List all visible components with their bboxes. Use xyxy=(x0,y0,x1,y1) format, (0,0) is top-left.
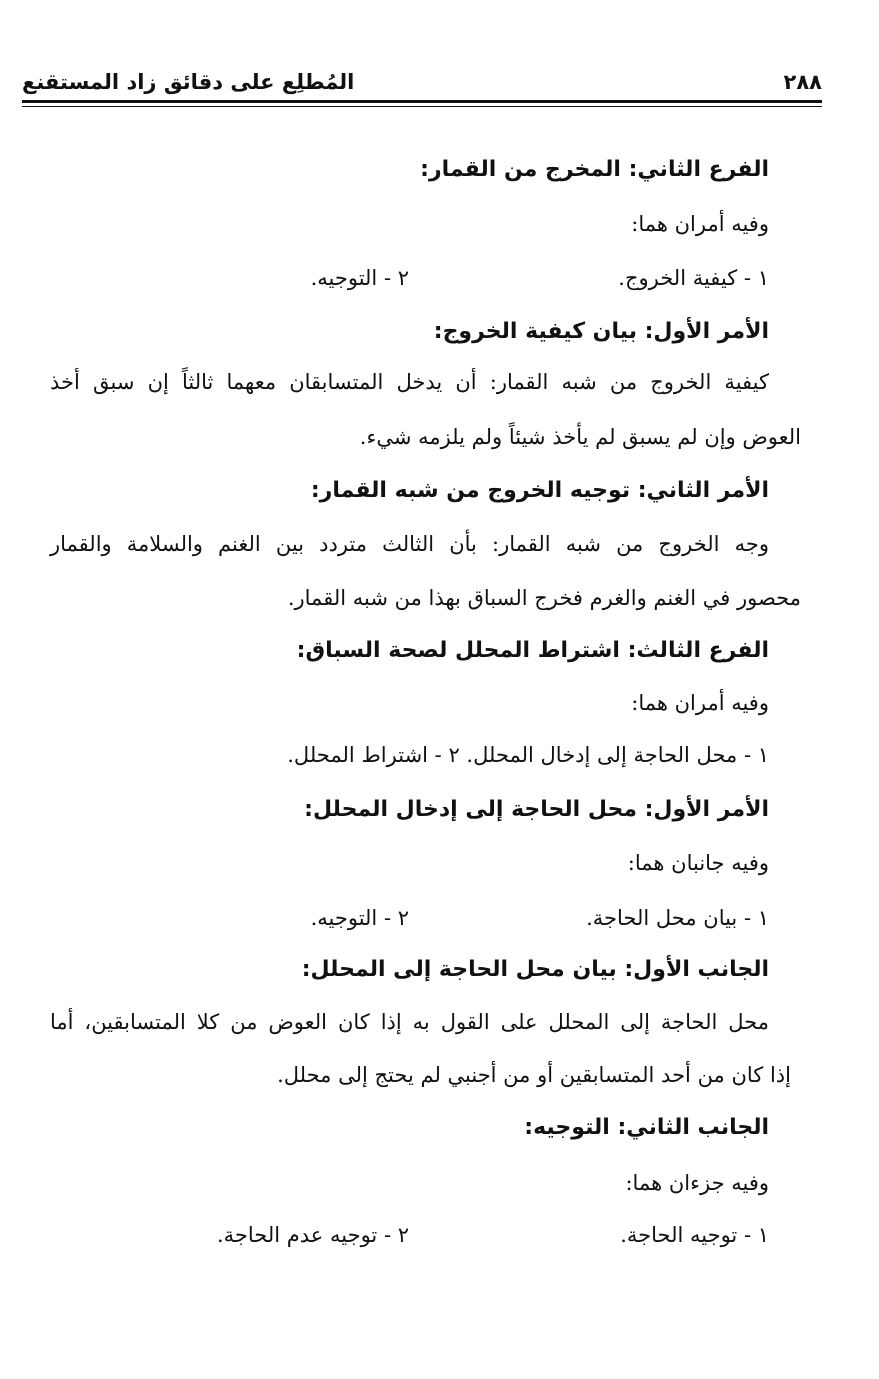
paragraph-line: محل الحاجة إلى المحلل على القول به إذا كان العوض من كلا المتسابقين، أما xyxy=(50,1010,769,1034)
intro-line: وفيه جانبان هما: xyxy=(627,851,769,875)
section-heading: الجانب الثاني: التوجيه: xyxy=(524,1115,769,1140)
section-heading: الفرع الثالث: اشتراط المحلل لصحة السباق: xyxy=(296,638,769,663)
section-heading: الأمر الثاني: توجيه الخروج من شبه القمار: xyxy=(310,478,769,503)
section-heading: الأمر الأول: محل الحاجة إلى إدخال المحلل: xyxy=(304,797,769,822)
section-heading: الجانب الأول: بيان محل الحاجة إلى المحلل: xyxy=(301,957,769,982)
list-item: ٢ - التوجيه. xyxy=(310,266,409,290)
header-rule-thin xyxy=(22,106,822,107)
paragraph-line: العوض وإن لم يسبق لم يأخذ شيئاً ولم يلزمه شيء. xyxy=(359,425,801,449)
paragraph-line: محصور في الغنم والغرم فخرج السباق بهذا من شبه القمار. xyxy=(287,586,801,610)
section-heading: الفرع الثاني: المخرج من القمار: xyxy=(420,157,769,182)
intro-line: وفيه أمران هما: xyxy=(631,691,769,715)
header-rule-thick xyxy=(22,100,822,103)
intro-line: وفيه أمران هما: xyxy=(631,212,769,236)
paragraph-line: وجه الخروج من شبه القمار: بأن الثالث متردد بين الغنم والسلامة والقمار xyxy=(50,532,769,556)
section-heading: الأمر الأول: بيان كيفية الخروج: xyxy=(433,319,769,344)
list-item: ١ - بيان محل الحاجة. xyxy=(586,906,769,930)
list-item: ٢ - توجيه عدم الحاجة. xyxy=(216,1223,409,1247)
list-item: ١ - توجيه الحاجة. xyxy=(620,1223,769,1247)
page-number: ٢٨٨ xyxy=(783,70,822,94)
list-item: ١ - كيفية الخروج. xyxy=(618,266,769,290)
book-title: المُطلِع على دقائق زاد المستقنع xyxy=(22,70,355,94)
paragraph-line: كيفية الخروج من شبه القمار: أن يدخل المتسابقان معهما ثالثاً إن سبق أخذ xyxy=(50,370,769,394)
paragraph-line: إذا كان من أحد المتسابقين أو من أجنبي لم يحتج إلى محلل. xyxy=(277,1063,791,1087)
running-header xyxy=(22,66,822,98)
list-item: ٢ - التوجيه. xyxy=(310,906,409,930)
list-item: ١ - محل الحاجة إلى إدخال المحلل. ٢ - اشتراط المحلل. xyxy=(287,743,769,767)
intro-line: وفيه جزءان هما: xyxy=(625,1171,769,1195)
